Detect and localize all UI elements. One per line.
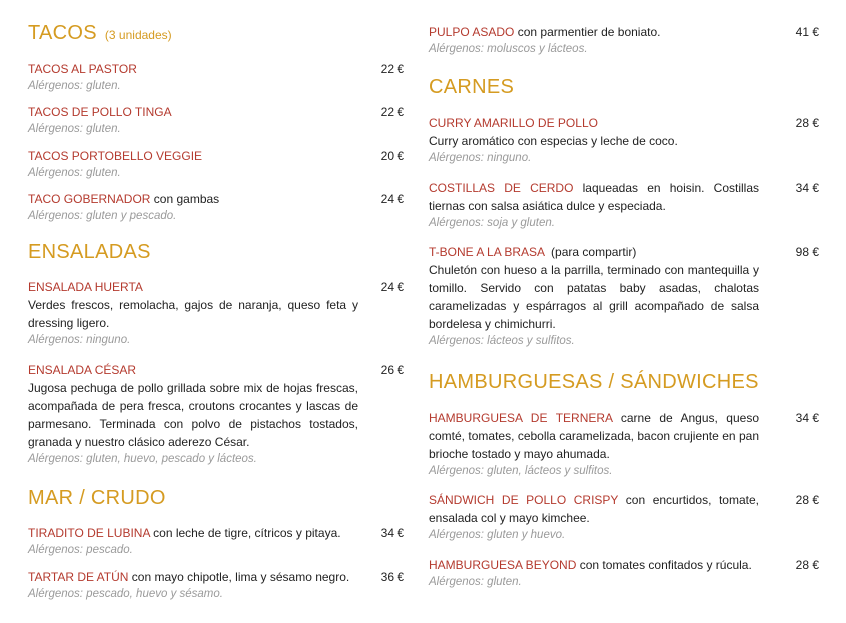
item-name: T-BONE A LA BRASA — [429, 245, 545, 259]
section-title-text: TACOS — [28, 22, 97, 44]
item-desc: Curry aromático con especias y leche de coco. — [429, 134, 678, 148]
item-name: ENSALADA HUERTA — [28, 280, 143, 294]
item-desc: con parmentier de boniato. — [514, 25, 661, 39]
item-price: 24 € — [380, 192, 404, 206]
item-desc: Jugosa pechuga de pollo grillada sobre mix de hojas frescas, acompañada de pera fresca, croutons crocantes y lascas de parmesano. Terminada con polvo de pistachos tostados, granada y nuestro clásico aderezo César. — [28, 381, 358, 449]
item-price: 34 € — [795, 411, 819, 425]
item-price: 36 € — [380, 570, 404, 584]
item-desc: laqueadas en hoisin. Costillas tiernas con salsa asiática dulce y especiada. — [429, 181, 759, 213]
item-price: 98 € — [795, 245, 819, 259]
item-desc: con tomates confitados y rúcula. — [576, 558, 752, 572]
item-price: 28 € — [795, 493, 819, 507]
menu-item — [28, 190, 404, 225]
item-name: TACOS AL PASTOR — [28, 62, 137, 76]
item-price: 41 € — [795, 25, 819, 39]
menu-item — [429, 243, 819, 350]
menu-item — [28, 524, 404, 559]
item-name: COSTILLAS DE CERDO — [429, 181, 574, 195]
item-name: TACOS DE POLLO TINGA — [28, 105, 172, 119]
item-allergens: Alérgenos: gluten. — [28, 167, 121, 179]
menu-item — [28, 568, 404, 603]
item-allergens: Alérgenos: gluten, huevo, pescado y lácteos. — [28, 453, 257, 465]
section-title-tacos — [28, 22, 172, 45]
item-price: 28 € — [795, 116, 819, 130]
item-allergens: Alérgenos: gluten y pescado. — [28, 210, 177, 222]
item-name: CURRY AMARILLO DE POLLO — [429, 116, 598, 130]
item-desc: Chuletón con hueso a la parrilla, terminado con mantequilla y tomillo. Servido con patatas baby asadas, chalotas caramelizadas y espárragos al grill acompañado de salsa bordelesa y chimichurri. — [429, 263, 759, 331]
item-allergens: Alérgenos: gluten. — [28, 123, 121, 135]
item-allergens: Alérgenos: moluscos y lácteos. — [429, 43, 588, 55]
item-price: 22 € — [380, 62, 404, 76]
item-name: TIRADITO DE LUBINA — [28, 526, 150, 540]
item-allergens: Alérgenos: pescado. — [28, 544, 133, 556]
section-note: (3 unidades) — [104, 28, 172, 42]
item-name: TARTAR DE ATÚN — [28, 570, 129, 584]
item-price: 34 € — [380, 526, 404, 540]
item-price: 28 € — [795, 558, 819, 572]
menu-item — [429, 409, 819, 480]
menu-item — [28, 103, 404, 138]
item-allergens: Alérgenos: gluten, lácteos y sulfitos. — [429, 465, 613, 477]
item-name: PULPO ASADO — [429, 25, 515, 39]
item-name: SÁNDWICH DE POLLO CRISPY — [429, 493, 619, 507]
item-desc: Verdes frescos, remolacha, gajos de naranja, queso feta y dressing ligero. — [28, 298, 358, 330]
item-name: TACOS PORTOBELLO VEGGIE — [28, 149, 203, 163]
item-allergens: Alérgenos: gluten. — [429, 576, 522, 588]
menu-item — [429, 179, 819, 232]
item-name: TACO GOBERNADOR — [28, 192, 151, 206]
item-allergens: Alérgenos: ninguno. — [28, 334, 131, 346]
item-price: 34 € — [795, 181, 819, 195]
section-title-hamburguesas: HAMBURGUESAS / SÁNDWICHES — [429, 371, 759, 393]
item-name: HAMBURGUESA DE TERNERA — [429, 411, 613, 425]
item-desc: con encurtidos, tomate, ensalada col y mayo kimchee. — [429, 493, 759, 525]
menu-item — [28, 278, 404, 349]
item-name: HAMBURGUESA BEYOND — [429, 558, 577, 572]
section-title-carnes: CARNES — [429, 76, 515, 98]
item-desc: carne de Angus, queso comté, tomates, cebolla caramelizada, bacon crujiente en pan brioche tostado y mayo ahumada. — [429, 411, 759, 461]
item-desc: con leche de tigre, cítricos y pitaya. — [149, 526, 341, 540]
menu-item — [28, 60, 404, 95]
item-allergens: Alérgenos: gluten. — [28, 80, 121, 92]
item-allergens: Alérgenos: ninguno. — [429, 152, 532, 164]
menu-item — [429, 491, 819, 544]
menu-item — [28, 147, 404, 182]
item-allergens: Alérgenos: gluten y huevo. — [429, 529, 566, 541]
item-name: ENSALADA CÉSAR — [28, 363, 137, 377]
item-desc: con gambas — [150, 192, 220, 206]
section-title-mar-crudo: MAR / CRUDO — [28, 487, 166, 509]
item-allergens: Alérgenos: soja y gluten. — [429, 217, 555, 229]
item-price: 24 € — [380, 280, 404, 294]
item-allergens: Alérgenos: lácteos y sulfitos. — [429, 335, 575, 347]
section-title-ensaladas: ENSALADAS — [28, 241, 151, 263]
item-price: 26 € — [380, 363, 404, 377]
item-price: 22 € — [380, 105, 404, 119]
menu-item — [28, 361, 404, 468]
item-allergens: Alérgenos: pescado, huevo y sésamo. — [28, 588, 223, 600]
menu-item — [429, 23, 819, 58]
menu-item — [429, 114, 819, 167]
item-note: (para compartir) — [544, 245, 637, 259]
item-desc: con mayo chipotle, lima y sésamo negro. — [128, 570, 350, 584]
item-price: 20 € — [380, 149, 404, 163]
menu-item — [429, 556, 819, 591]
